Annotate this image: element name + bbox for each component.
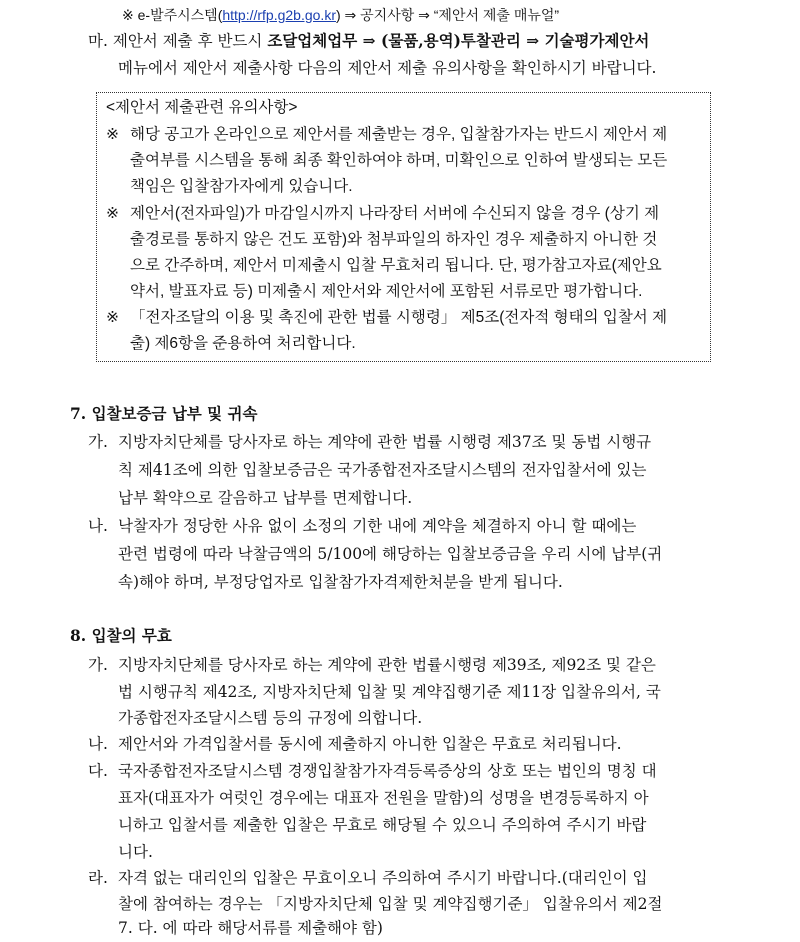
s8-item-2-line-1: 제안서와 가격입찰서를 동시에 제출하지 아니한 입찰은 무효로 처리됩니다. — [118, 735, 622, 753]
s7-item-1-line-2: 칙 제41조에 의한 입찰보증금은 국가종합전자조달시스템의 전자입찰서에 있는 — [118, 461, 647, 479]
s7-item-2-line-3: 속)해야 하며, 부정당업자로 입찰참가자격제한처분을 받게 됩니다. — [118, 573, 563, 591]
s7-item-1-line-3: 납부 확약으로 갈음하고 납부를 면제합니다. — [118, 489, 413, 507]
notice-2-line-4: 약서, 발표자료 등) 미제출시 제안서와 제안서에 포함된 서류로만 평가합니다. — [130, 283, 643, 300]
item-ma-line-2: 메뉴에서 제안서 제출사항 다음의 제안서 제출 유의사항을 확인하시기 바랍니다. — [118, 59, 657, 77]
s8-item-3-line-2: 표자(대표자가 여럿인 경우에는 대표자 전원을 말함)의 성명을 변경등록하지 아 — [118, 789, 649, 807]
section-7-heading: 7. 입찰보증금 납부 및 귀속 — [70, 404, 258, 423]
notice-mark-3: ※ — [106, 309, 119, 326]
item-ma-text: 제안서 제출 후 반드시 — [112, 32, 263, 50]
item-ma-line-1 — [88, 31, 649, 51]
notice-1-line-3: 책임은 입찰참가자에게 있습니다. — [130, 178, 353, 195]
s8-item-4-line-1: 자격 없는 대리인의 입찰은 무효이오니 주의하여 주시기 바랍니다.(대리인이 입 — [118, 869, 648, 887]
notice-mark-2: ※ — [106, 205, 119, 222]
notice-1-line-1: 해당 공고가 온라인으로 제안서를 제출받는 경우, 입찰참가자는 반드시 제안서 제 — [130, 126, 668, 143]
s8-item-3-line-1: 국자종합전자조달시스템 경쟁입찰참가자격등록증상의 상호 또는 법인의 명칭 대 — [118, 762, 657, 780]
s8-item-1-marker: 가. — [88, 656, 108, 674]
item-ma-marker: 마. — [88, 32, 108, 50]
notice-mark-1: ※ — [106, 126, 119, 143]
s8-item-1-line-3: 가종합전자조달시스템 등의 규정에 의합니다. — [118, 709, 423, 727]
s8-item-3-line-3: 니하고 입찰서를 제출한 입찰은 무효로 해당될 수 있으니 주의하여 주시기 바랍 — [118, 816, 647, 834]
s8-item-3-marker: 다. — [88, 762, 108, 780]
s7-item-2-line-2: 관련 법령에 따라 낙찰금액의 5/100에 해당하는 입찰보증금을 우리 시에 납부(귀 — [118, 545, 663, 563]
s7-item-2-marker: 나. — [88, 517, 108, 535]
s7-item-1-marker: 가. — [88, 433, 108, 451]
notice-3-line-2: 출) 제6항을 준용하여 처리합니다. — [130, 335, 356, 352]
notice-2-line-3: 으로 간주하며, 제안서 미제출시 입찰 무효처리 됩니다. 단, 평가참고자료(제안요 — [130, 257, 662, 274]
s8-item-4-line-2: 찰에 참여하는 경우는 「지방자치단체 입찰 및 계약집행기준」 입찰유의서 제2절 — [118, 895, 663, 913]
s8-item-1-line-1: 지방자치단체를 당사자로 하는 계약에 관한 법률시행령 제39조, 제92조 및 같은 — [118, 656, 656, 674]
reference-suffix: ) ⇒ 공지사항 ⇒ “제안서 제출 매뉴얼” — [335, 7, 560, 23]
notice-2-line-2: 출경로를 통하지 않은 건도 포함)와 첨부파일의 하자인 경우 제출하지 아니한 것 — [130, 231, 658, 248]
menu-path: 조달업체업무 ⇒ (물품,용역)투찰관리 ⇒ 기술평가제안서 — [267, 31, 650, 50]
notice-title: <제안서 제출관련 유의사항> — [106, 99, 298, 116]
s8-item-4-marker: 라. — [88, 869, 108, 887]
s7-item-1-line-1: 지방자치단체를 당사자로 하는 계약에 관한 법률 시행령 제37조 및 동법 시행규 — [118, 433, 652, 451]
s8-item-1-line-2: 법 시행규칙 제42조, 지방자치단체 입찰 및 계약집행기준 제11장 입찰유의서, 국 — [118, 683, 661, 701]
reference-line — [122, 5, 559, 25]
s7-item-2-line-1: 낙찰자가 정당한 사유 없이 소정의 기한 내에 계약을 체결하지 아니 할 때에는 — [118, 517, 637, 535]
notice-3-line-1: 「전자조달의 이용 및 촉진에 관한 법률 시행령」 제5조(전자적 형태의 입찰서 제 — [130, 309, 668, 326]
notice-1-line-2: 출여부를 시스템을 통해 최종 확인하여야 하며, 미확인으로 인하여 발생되는 모든 — [130, 152, 668, 169]
notice-2-line-1: 제안서(전자파일)가 마감일시까지 나라장터 서버에 수신되지 않을 경우 (상기 제 — [130, 205, 660, 222]
rfp-link[interactable]: http://rfp.g2b.go.kr — [222, 7, 336, 23]
s8-item-4-line-3: 7. 다. 에 따라 해당서류를 제출해야 함) — [118, 919, 383, 937]
reference-prefix: ※ e-발주시스템( — [122, 7, 223, 23]
section-8-heading: 8. 입찰의 무효 — [70, 626, 172, 645]
s8-item-2-marker: 나. — [88, 735, 108, 753]
s8-item-3-line-4: 니다. — [118, 843, 153, 861]
